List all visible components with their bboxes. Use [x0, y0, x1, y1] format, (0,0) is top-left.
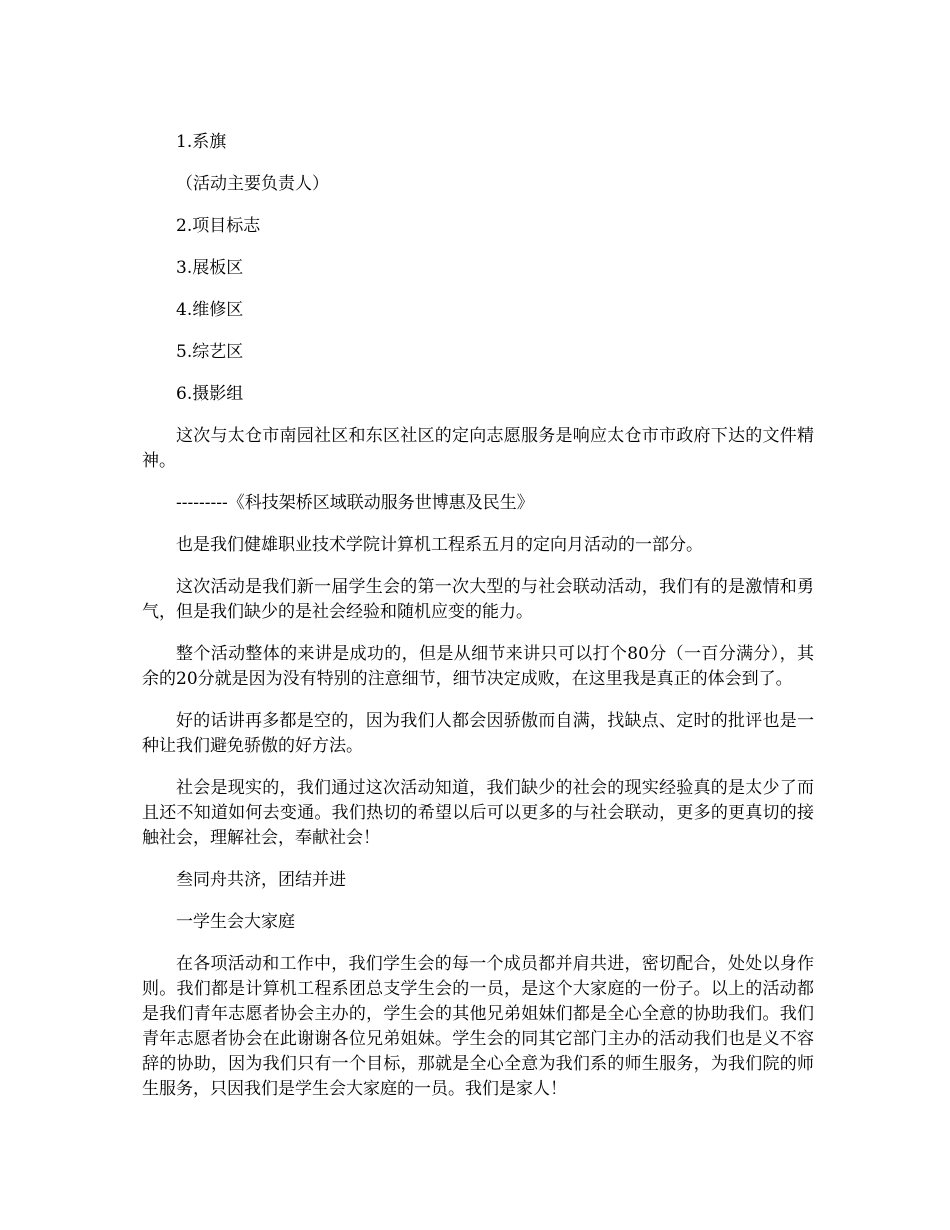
paragraph-evaluation: 整个活动整体的来讲是成功的，但是从细节来讲只可以打个80分（一百分满分），其余的20分就是因为没有特别的注意细节，细节决定成败，在这里我是真正的体会到了。: [142, 644, 814, 689]
paragraph-society: 社会是现实的，我们通过这次活动知道，我们缺少的社会的现实经验真的是太少了而且还不知道如何去变通。我们热切的希望以后可以更多的与社会联动，更多的更真切的接触社会，理解社会，奉献社会！: [142, 778, 814, 848]
paragraph-first-activity: 这次活动是我们新一届学生会的第一次大型的与社会联动活动，我们有的是激情和勇气，但是我们缺少的是社会经验和随机应变的能力。: [142, 577, 814, 622]
list-item-variety-area: 5.综艺区: [176, 342, 244, 362]
paragraph-monthly-activity: 也是我们健雄职业技术学院计算机工程系五月的定向月活动的一部分。: [176, 535, 703, 555]
paragraph-criticism: 好的话讲再多都是空的，因为我们人都会因骄傲而自满，找缺点、定时的批评也是一种让我们避免骄傲的好方法。: [142, 711, 814, 756]
document-page: [142, 130, 814, 1119]
paragraph-volunteer-service: 这次与太仓市南园社区和东区社区的定向志愿服务是响应太仓市市政府下达的文件精神。: [142, 426, 814, 471]
paragraph-student-union-family: 在各项活动和工作中，我们学生会的每一个成员都并肩共进，密切配合，处处以身作则。我们都是计算机工程系团总支学生会的一员，是这个大家庭的一份子。以上的活动都是我们青年志愿者协会主办的，学生会的其他兄弟姐妹们都是全心全意的协助我们。我们青年志愿者协会在此谢谢各位兄弟姐妹。学生会的同其它部门主办的活动我们也是义不容辞的协助，因为我们只有一个目标，那就是全心全意为我们系的师生服务，为我们院的师生服务，只因我们是学生会大家庭的一员。我们是家人！: [142, 954, 814, 1099]
list-item-display-area: 3.展板区: [176, 258, 244, 278]
note-person-in-charge: （活动主要负责人）: [176, 174, 329, 194]
list-item-photo-group: 6.摄影组: [176, 384, 244, 404]
paragraph-theme-line: ---------《科技架桥区域联动服务世博惠及民生》: [176, 493, 534, 513]
list-item-repair-area: 4.维修区: [176, 300, 244, 320]
list-item-flag: 1.系旗: [176, 132, 227, 152]
section-heading-unity: 叁同舟共济，团结并进: [176, 870, 346, 890]
subheading-student-union: 一学生会大家庭: [176, 912, 295, 932]
list-item-logo: 2.项目标志: [176, 216, 261, 236]
